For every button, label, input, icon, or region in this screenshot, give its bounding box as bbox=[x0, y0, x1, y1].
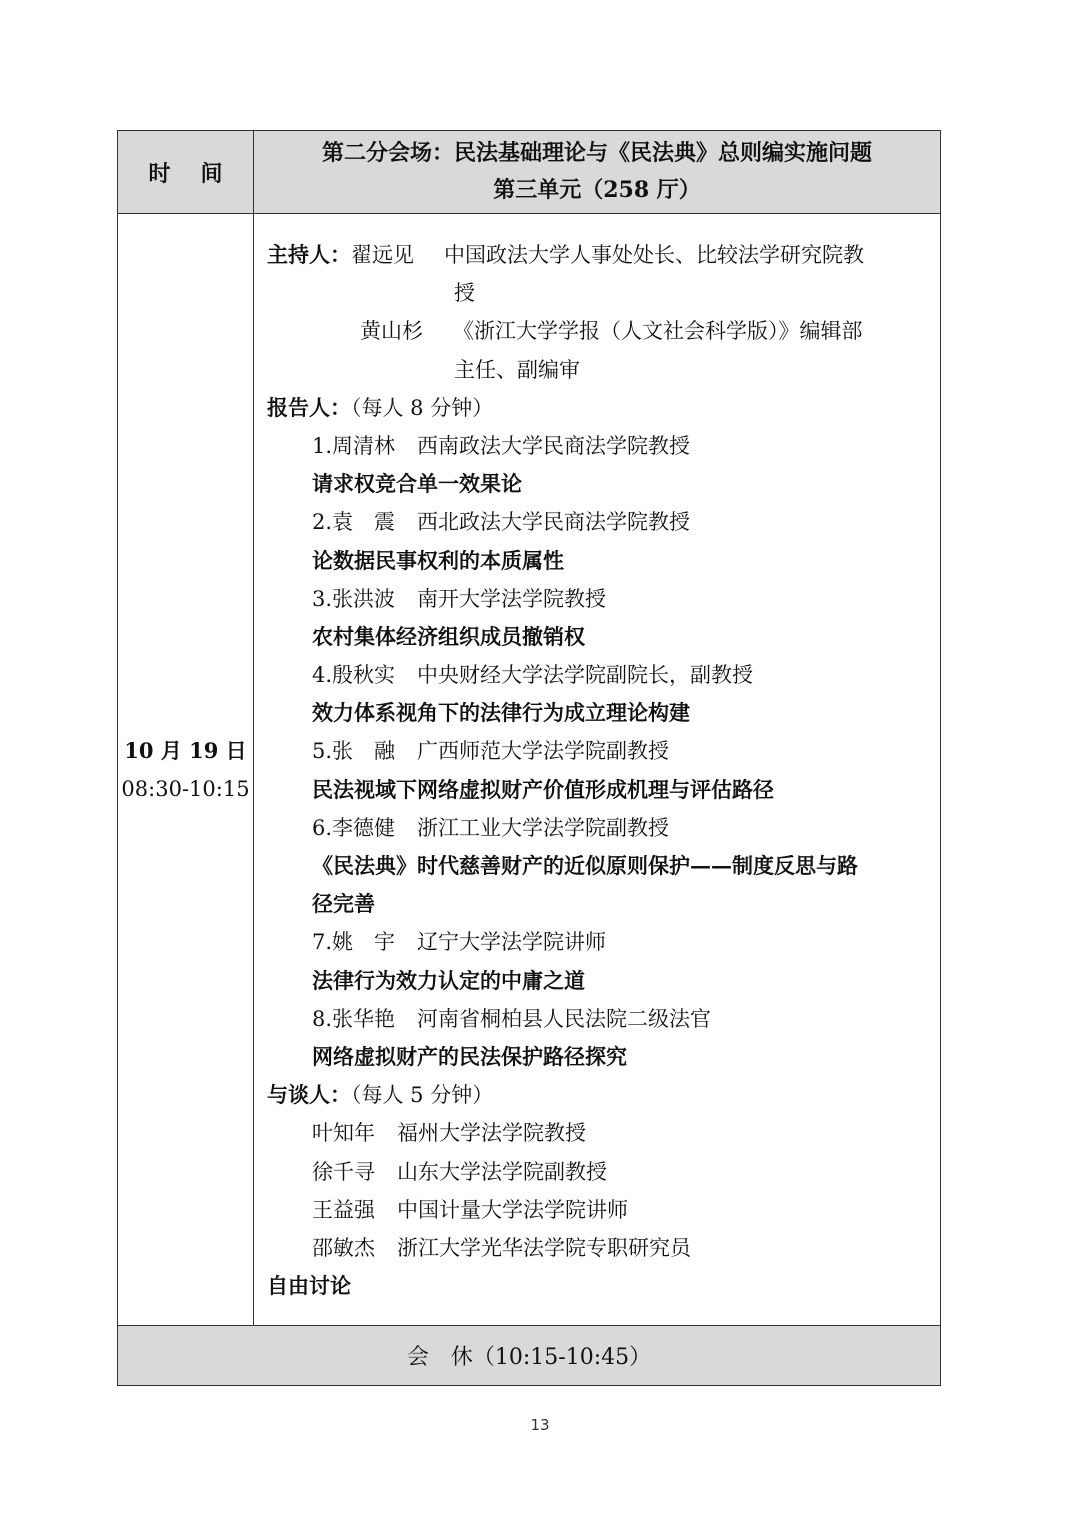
host-line-2 bbox=[267, 312, 932, 350]
discussant-affiliation: 福州大学法学院教授 bbox=[397, 1121, 586, 1146]
time-column-header: 时间 bbox=[118, 131, 254, 213]
report-topic: 农村集体经济组织成员撤销权 bbox=[312, 623, 585, 649]
host-line-1 bbox=[267, 236, 932, 274]
reporter-line bbox=[267, 732, 932, 770]
reporter-line bbox=[267, 503, 932, 541]
host-title: 中国政法大学人事处处长、比较法学研究院教 bbox=[444, 243, 864, 267]
discussant-affiliation: 中国计量大学法学院讲师 bbox=[397, 1197, 628, 1222]
discussants-heading bbox=[267, 1076, 932, 1114]
host-name: 黄山杉 bbox=[360, 319, 423, 344]
discussant-affiliation: 山东大学法学院副教授 bbox=[397, 1159, 607, 1184]
report-topic: 《民法典》时代慈善财产的近似原则保护——制度反思与路 bbox=[312, 853, 858, 878]
discussants-note: （每人 5 分钟） bbox=[351, 1083, 494, 1108]
discussant-affiliation: 浙江大学光华法学院专职研究员 bbox=[397, 1235, 691, 1260]
discussant-line bbox=[267, 1114, 932, 1152]
host-line-1-cont: 授 bbox=[454, 281, 475, 306]
discussant-name: 王益强 bbox=[312, 1197, 375, 1222]
reporter-affiliation: 中央财经大学法学院副院长，副教授 bbox=[417, 663, 754, 688]
session-time bbox=[118, 214, 254, 1325]
reporter-affiliation: 河南省桐柏县人民法院二级法官 bbox=[417, 1006, 712, 1031]
reporter-line bbox=[267, 656, 932, 694]
reporter-number: 1. bbox=[312, 433, 333, 458]
reporter-name: 张 融 bbox=[332, 739, 396, 764]
reporter-number: 4. bbox=[312, 663, 333, 688]
session-date: 10 月 19 日 bbox=[124, 737, 247, 763]
reporter-number: 7. bbox=[312, 930, 333, 955]
break-time: （10:15-10:45） bbox=[472, 1345, 652, 1370]
reporter-affiliation: 西南政法大学民商法学院教授 bbox=[417, 433, 691, 458]
reporter-name: 殷秋实 bbox=[332, 663, 396, 688]
discussant-name: 徐千寻 bbox=[312, 1159, 375, 1184]
reporter-name: 张洪波 bbox=[332, 586, 396, 611]
break-row bbox=[118, 1326, 940, 1385]
report-topic: 民法视域下网络虚拟财产价值形成机理与评估路径 bbox=[312, 776, 774, 802]
session-time-range: 08:30-10:15 bbox=[121, 776, 250, 801]
reporter-name: 姚 宇 bbox=[332, 930, 396, 955]
host-title: 《浙江大学学报（人文社会科学版）》编辑部 bbox=[453, 319, 863, 344]
reporter-affiliation: 广西师范大学法学院副教授 bbox=[417, 739, 670, 764]
discussant-name: 邵敏杰 bbox=[312, 1235, 375, 1260]
reporter-line bbox=[267, 809, 932, 847]
report-topic: 请求权竞合单一效果论 bbox=[312, 471, 522, 497]
session-header bbox=[254, 131, 940, 213]
reporter-affiliation: 辽宁大学法学院讲师 bbox=[417, 930, 607, 955]
free-discussion: 自由讨论 bbox=[267, 1273, 351, 1299]
discussant-line bbox=[267, 1229, 932, 1267]
reporter-name: 李德健 bbox=[332, 815, 396, 840]
reporter-line bbox=[267, 923, 932, 961]
report-topic: 论数据民事权利的本质属性 bbox=[312, 547, 564, 573]
reporter-name: 袁 震 bbox=[332, 510, 396, 535]
report-topic: 网络虚拟财产的民法保护路径探究 bbox=[312, 1043, 627, 1069]
discussant-line bbox=[267, 1191, 932, 1229]
page-number: 13 bbox=[530, 1416, 550, 1434]
reporters-note: （每人 8 分钟） bbox=[351, 395, 494, 420]
reporter-number: 8. bbox=[312, 1006, 333, 1031]
reporter-affiliation: 南开大学法学院教授 bbox=[417, 586, 607, 611]
hosts-label: 主持人： bbox=[267, 242, 351, 267]
schedule-table bbox=[117, 130, 941, 1386]
reporter-name: 张华艳 bbox=[332, 1006, 396, 1031]
reporter-line bbox=[267, 580, 932, 618]
discussant-line bbox=[267, 1153, 932, 1191]
discussants-label: 与谈人： bbox=[267, 1082, 351, 1108]
reporter-number: 3. bbox=[312, 586, 333, 611]
discussant-name: 叶知年 bbox=[312, 1121, 375, 1146]
session-unit: 第三单元（258 厅） bbox=[493, 177, 701, 203]
reporter-number: 6. bbox=[312, 815, 333, 840]
reporter-line bbox=[267, 427, 932, 465]
session-title: 第二分会场：民法基础理论与《民法典》总则编实施问题 bbox=[321, 140, 872, 166]
reporters-heading bbox=[267, 389, 932, 427]
table-header bbox=[118, 131, 940, 214]
session-content bbox=[267, 236, 932, 1305]
report-topic: 法律行为效力认定的中庸之道 bbox=[312, 967, 585, 993]
report-topic-cont: 径完善 bbox=[312, 891, 375, 917]
report-topic: 效力体系视角下的法律行为成立理论构建 bbox=[312, 700, 690, 726]
reporter-number: 5. bbox=[312, 739, 333, 764]
host-line-2-cont: 主任、副编审 bbox=[454, 357, 580, 382]
reporter-affiliation: 西北政法大学民商法学院教授 bbox=[417, 510, 691, 535]
reporter-name: 周清林 bbox=[332, 433, 396, 458]
host-name: 翟远见 bbox=[351, 243, 414, 267]
reporter-affiliation: 浙江工业大学法学院副教授 bbox=[417, 815, 670, 840]
break-label: 会 休 bbox=[406, 1345, 473, 1370]
session-row bbox=[118, 214, 940, 1326]
reporters-label: 报告人： bbox=[267, 394, 351, 420]
reporter-number: 2. bbox=[312, 510, 333, 535]
reporter-line bbox=[267, 1000, 932, 1038]
